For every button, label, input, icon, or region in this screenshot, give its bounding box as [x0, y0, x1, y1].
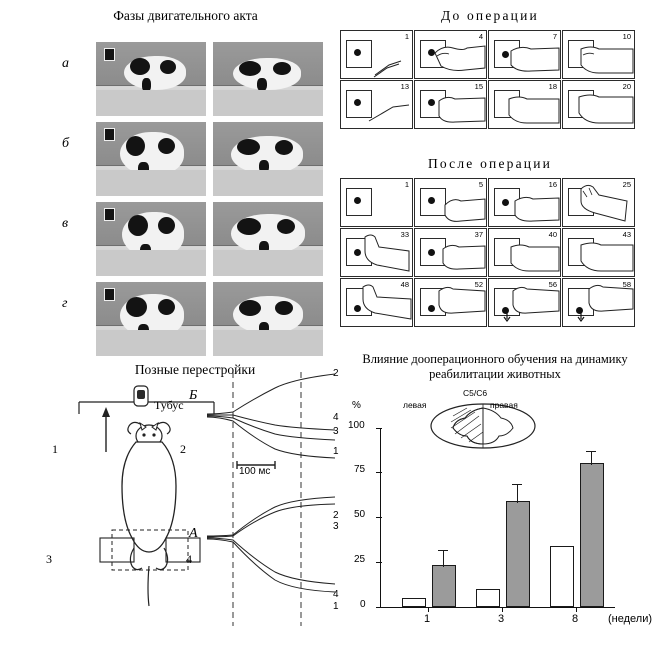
- paw-icon: [341, 81, 412, 128]
- photo-frame: [96, 282, 206, 356]
- sequence-frame: [414, 228, 487, 277]
- rehabilitation-chart-panel: [345, 352, 653, 641]
- frame-number: 43: [622, 230, 631, 239]
- frame-number: 56: [548, 280, 557, 289]
- photo-frame: [213, 122, 323, 196]
- paw-icon: [415, 81, 486, 128]
- sequence-frame: [488, 30, 561, 79]
- error-bar: [443, 551, 444, 567]
- sequence-frame: [414, 178, 487, 227]
- error-cap: [586, 451, 596, 452]
- cord-level-label: C5/C6: [463, 388, 488, 398]
- y-tick-75: 75: [354, 464, 366, 475]
- sequence-frame: [414, 80, 487, 129]
- frame-row: [340, 30, 640, 77]
- cord-left-label: левая: [403, 400, 427, 410]
- trace-panel-label-b: Б: [189, 388, 198, 403]
- limb-number-3: 3: [46, 552, 52, 566]
- sequence-frame: [488, 80, 561, 129]
- before-operation-title: До операции: [441, 8, 539, 23]
- trace-number: 3: [333, 426, 339, 437]
- sequence-frame: [340, 30, 413, 79]
- photo-frame: [96, 42, 206, 116]
- photo-row: [96, 42, 323, 116]
- force-traces-panel: [189, 368, 340, 633]
- x-tick-1: 1: [424, 613, 431, 625]
- limb-number-1: 1: [52, 442, 58, 456]
- scale-bar-label: 100 мс: [239, 466, 271, 477]
- y-axis: [380, 428, 381, 608]
- sequence-frame: [562, 30, 635, 79]
- bar-trained-week8: [580, 463, 604, 607]
- frame-number: 37: [474, 230, 483, 239]
- paw-icon: [563, 279, 634, 326]
- sequence-frame: [340, 80, 413, 129]
- phases-title: Фазы двигательного акта: [113, 8, 258, 23]
- photo-row: [96, 282, 323, 356]
- paw-icon: [489, 229, 560, 276]
- error-bar: [591, 452, 592, 465]
- paw-icon: [489, 279, 560, 326]
- tube-label: Тубус: [154, 398, 184, 412]
- frame-number: 58: [622, 280, 631, 289]
- paw-icon: [341, 31, 412, 78]
- frame-number: 25: [622, 180, 631, 189]
- sequence-frame: [340, 278, 413, 327]
- paw-icon: [415, 279, 486, 326]
- after-operation-title: После операции: [427, 156, 553, 171]
- posture-title: Позные перестройки: [134, 362, 256, 377]
- frame-number: 7: [552, 32, 557, 41]
- sequence-frame: [488, 278, 561, 327]
- trace-number: 1: [333, 446, 339, 457]
- limb-number-4: 4: [186, 552, 192, 566]
- trace-number: 4: [333, 589, 339, 600]
- photo-frame: [213, 202, 323, 276]
- frame-number: 48: [400, 280, 409, 289]
- error-cap: [438, 550, 448, 551]
- frame-number: 33: [400, 230, 409, 239]
- trace-number: 4: [333, 412, 339, 423]
- x-tick-3: 3: [498, 613, 505, 625]
- sequence-frame: [414, 278, 487, 327]
- paw-icon: [415, 31, 486, 78]
- paw-icon: [415, 229, 486, 276]
- limb-number-2: 2: [180, 442, 186, 456]
- photo-row-label-b: б: [62, 136, 70, 151]
- sequence-frame: [562, 178, 635, 227]
- photo-row: [96, 202, 323, 276]
- trace-panel-label-a: А: [189, 526, 198, 541]
- x-tick-8: 8: [572, 613, 579, 625]
- sequence-frame: [414, 30, 487, 79]
- frame-number: 16: [548, 180, 557, 189]
- paw-icon: [489, 31, 560, 78]
- trace-number: 1: [333, 601, 339, 612]
- sequence-frame: [340, 178, 413, 227]
- sequence-frame: [562, 228, 635, 277]
- frame-row: [340, 278, 640, 325]
- sequence-frame: [562, 278, 635, 327]
- paw-icon: [489, 179, 560, 226]
- frame-number: 15: [474, 82, 483, 91]
- chart-title: Влияние дооперационного обучения на динамику реабилитации животных: [362, 352, 628, 381]
- photo-row: [96, 122, 323, 196]
- sequence-frame: [488, 178, 561, 227]
- paw-icon: [563, 179, 634, 226]
- photo-row-label-v: в: [62, 216, 69, 231]
- bar-untrained-week3: [476, 589, 500, 607]
- frame-number: 40: [548, 230, 557, 239]
- bar-untrained-week8: [550, 546, 574, 607]
- bar-trained-week1: [432, 565, 456, 607]
- frame-number: 1: [404, 180, 409, 189]
- frame-number: 10: [622, 32, 631, 41]
- photo-frame: [96, 202, 206, 276]
- photo-row-label-a: а: [62, 56, 69, 71]
- motor-act-phases-panel: [48, 8, 323, 350]
- frame-number: 18: [548, 82, 557, 91]
- traces-svg: [205, 368, 340, 630]
- sequence-frame: [562, 80, 635, 129]
- frame-number: 4: [478, 32, 483, 41]
- y-axis-label: %: [352, 400, 361, 411]
- y-tick-100: 100: [348, 420, 365, 431]
- trace-number: 2: [333, 368, 339, 379]
- bar-trained-week3: [506, 501, 530, 607]
- error-bar: [517, 485, 518, 503]
- error-cap: [512, 484, 522, 485]
- paw-icon: [341, 229, 412, 276]
- y-tick-50: 50: [354, 509, 366, 520]
- x-axis: [380, 607, 615, 608]
- y-tick-25: 25: [354, 554, 366, 565]
- paw-icon: [341, 279, 412, 326]
- paw-icon: [563, 31, 634, 78]
- photo-frame: [96, 122, 206, 196]
- photo-row-label-g: г: [62, 296, 68, 311]
- frame-row: [340, 228, 640, 275]
- frame-number: 1: [404, 32, 409, 41]
- frame-number: 52: [474, 280, 483, 289]
- paw-icon: [489, 81, 560, 128]
- frame-row: [340, 178, 640, 225]
- trace-number: 3: [333, 521, 339, 532]
- cord-right-label: правая: [490, 400, 518, 410]
- frame-number: 20: [622, 82, 631, 91]
- photo-frame: [213, 282, 323, 356]
- bar-untrained-week1: [402, 598, 426, 607]
- frame-number: 5: [478, 180, 483, 189]
- sequence-frame: [340, 228, 413, 277]
- paw-icon: [563, 229, 634, 276]
- paw-icon: [563, 81, 634, 128]
- sequence-frame: [488, 228, 561, 277]
- y-tick-0: 0: [360, 599, 366, 610]
- x-axis-label: (недели): [608, 613, 653, 625]
- frame-number: 13: [400, 82, 409, 91]
- paw-icon: [415, 179, 486, 226]
- photo-frame: [213, 42, 323, 116]
- trace-number: 2: [333, 510, 339, 521]
- frame-row: [340, 80, 640, 127]
